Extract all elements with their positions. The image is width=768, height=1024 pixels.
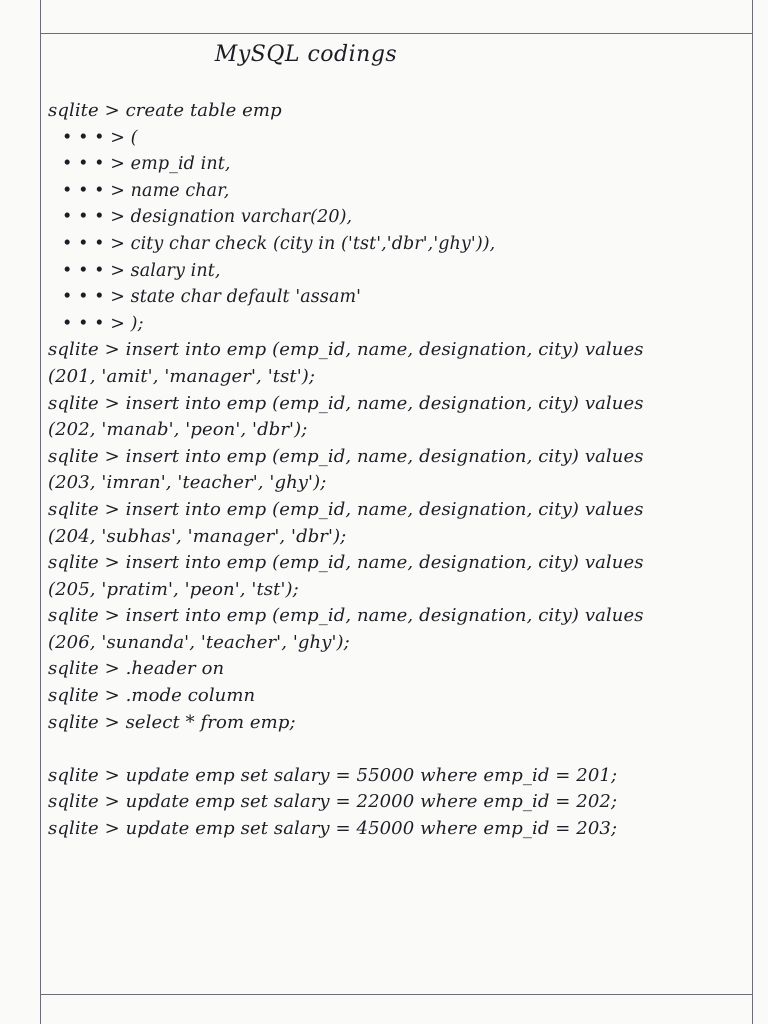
bottom-rule-line xyxy=(40,994,752,995)
page-title: MySQL codings xyxy=(214,42,398,67)
code-line: (203, 'imran', 'teacher', 'ghy'); xyxy=(48,472,327,494)
code-line: • • • > state char default 'assam' xyxy=(62,287,362,308)
code-line: sqlite > insert into emp (emp_id, name, designation, city) values xyxy=(48,552,644,574)
code-line: sqlite > insert into emp (emp_id, name, designation, city) values xyxy=(48,339,644,361)
code-line: (205, 'pratim', 'peon', 'tst'); xyxy=(48,578,299,600)
code-line: (204, 'subhas', 'manager', 'dbr'); xyxy=(48,525,347,547)
code-line: • • • > ); xyxy=(62,313,144,334)
code-line: • • • > designation varchar(20), xyxy=(62,207,353,228)
right-margin-line xyxy=(752,0,753,1024)
code-line: (202, 'manab', 'peon', 'dbr'); xyxy=(48,419,308,441)
code-line: (201, 'amit', 'manager', 'tst'); xyxy=(48,365,316,387)
code-line: sqlite > update emp set salary = 45000 where emp_id = 203; xyxy=(48,818,618,840)
code-line: sqlite > create table emp xyxy=(48,100,282,121)
code-line: • • • > salary int, xyxy=(62,260,221,281)
code-line: • • • > emp_id int, xyxy=(62,154,231,175)
code-line: sqlite > select * from emp; xyxy=(48,711,296,733)
code-line: sqlite > update emp set salary = 22000 where emp_id = 202; xyxy=(48,791,618,813)
blank-line xyxy=(48,736,748,763)
code-line: sqlite > update emp set salary = 55000 where emp_id = 201; xyxy=(48,764,618,786)
code-line: • • • > city char check (city in ('tst','dbr','ghy')), xyxy=(62,233,496,254)
code-line: sqlite > insert into emp (emp_id, name, designation, city) values xyxy=(48,605,644,627)
code-line: sqlite > .header on xyxy=(48,658,225,680)
code-line: • • • > name char, xyxy=(62,180,230,201)
code-line: sqlite > insert into emp (emp_id, name, designation, city) values xyxy=(48,498,644,520)
code-line: sqlite > insert into emp (emp_id, name, designation, city) values xyxy=(48,392,644,414)
top-rule-line xyxy=(40,33,752,34)
left-margin-line xyxy=(40,0,41,1024)
code-line: (206, 'sunanda', 'teacher', 'ghy'); xyxy=(48,631,350,653)
code-line: sqlite > insert into emp (emp_id, name, designation, city) values xyxy=(48,445,644,467)
code-line: sqlite > .mode column xyxy=(48,685,256,707)
code-lines xyxy=(48,98,748,843)
code-line: • • • > ( xyxy=(62,127,138,148)
